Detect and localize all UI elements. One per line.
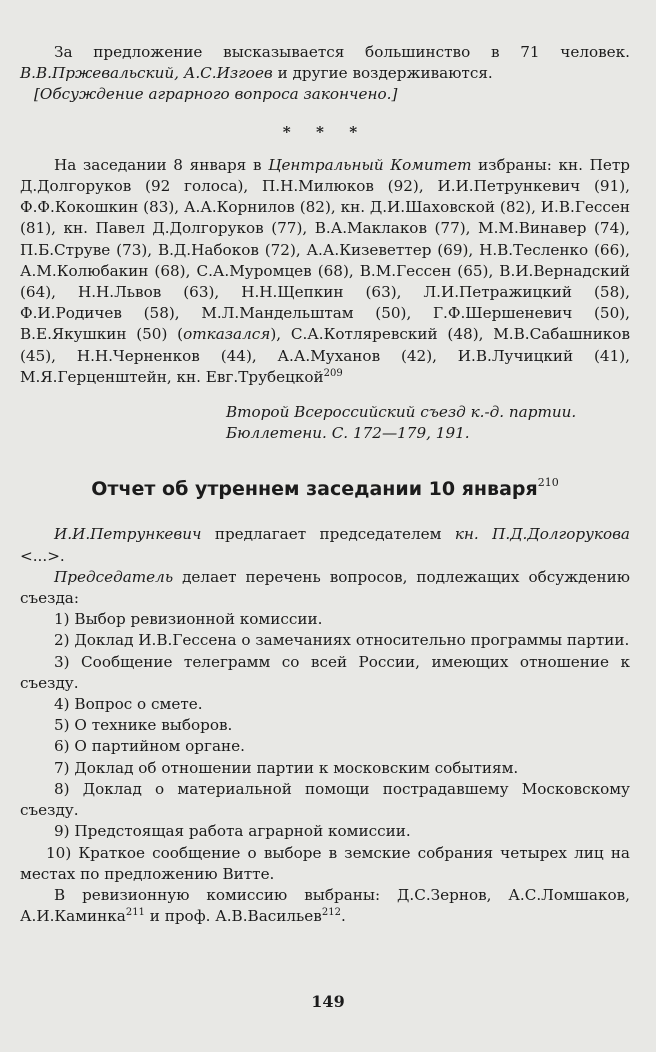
agenda-item: 5) О технике выборов. (54, 716, 233, 735)
audit-lead: В ревизионную комиссию выбраны: Д.С.Зернов, А.С.Ломшаков, А.И.Каминка (20, 885, 630, 926)
audit-commission (20, 885, 630, 927)
heading-text: Отчет об утреннем заседании 10 января (91, 478, 538, 501)
chair-text: делает перечень вопросов, подлежащих обсуждению съезда: (20, 567, 630, 608)
audit-mid: и проф. А.В.Васильев (144, 907, 322, 926)
chair-agenda-intro (20, 567, 630, 609)
vote-result-text: За предложение высказывается большинство в 71 человек. (54, 43, 630, 61)
discussion-closed: [Обсуждение аграрного вопроса закончено.] (34, 85, 398, 104)
main-text (20, 42, 630, 927)
source-line-2: Бюллетени. С. 172—179, 191. (226, 424, 470, 443)
section-heading (20, 476, 630, 502)
footnote-ref-210: 210 (537, 476, 559, 490)
footnote-ref-211: 211 (125, 907, 145, 919)
chair-label: Председатель (54, 567, 174, 586)
footnote-ref-209: 209 (323, 367, 343, 379)
abstain-tail: и другие воздерживаются. (272, 64, 493, 83)
elected-list-end: ), С.А.Котляревский (48), М.В.Сабашников (45), Н.Н.Черненков (44), А.А.Муханов (42), И.В.Лучицкий (41), М.Я.Герценштейн, кн. Евг.Трубецкой (20, 325, 630, 386)
vote-result (20, 42, 630, 84)
abstainers: В.В.Пржевальский, А.С.Изгоев (20, 64, 273, 83)
source-line-1: Второй Всероссийский съезд к.-д. партии. (226, 403, 577, 422)
footnote-ref-212: 212 (321, 907, 341, 919)
page-number: 149 (311, 992, 345, 1011)
agenda-item: 4) Вопрос о смете. (54, 695, 203, 714)
central-committee-term: Центральный Комитет (268, 155, 472, 174)
section-separator: * * * (282, 122, 368, 141)
agenda-item: 8) Доклад о материальной помощи пострадавшему Московскому съезду. (20, 779, 630, 820)
agenda-item: 3) Сообщение телеграмм со всей России, имеющих отношение к съезду. (20, 652, 630, 692)
proposal-text: предлагает председателем (201, 525, 455, 544)
ellipsis: <...>. (20, 546, 65, 565)
agenda-item: 10) Краткое сообщение о выборе в земские собрания четырех лиц на местах по предложению Витте. (20, 843, 630, 883)
agenda-item: 9) Предстоящая работа аграрной комиссии. (54, 822, 411, 841)
central-committee-election (20, 155, 630, 388)
agenda-item: 7) Доклад об отношении партии к московским событиям. (54, 758, 519, 777)
elected-list: избраны: кн. Петр Д.Долгоруков (92 голоса), П.Н.Милюков (92), И.И.Петрункевич (91), Ф.Ф.Кокошкин (83), А.А.Корнилов (82), кн. Д.И.Шаховской (82), И.В.Гессен (81), кн. Павел Д.Долгоруков (77), В.А.Маклаков (77), М.М.Винавер (74), П.Б.Струве (73), В.Д.Набоков (72), А.А.Кизеветтер (69), Н.В.Тесленко (66), А.М.Колюбакин (68), С.А.Муромцев (68), В.М.Гессен (65), В.И.Вернадский (64), Н.Н.Львов (63), Н.Н.Щепкин (63), Л.И.Петражицкий (58), Ф.И.Родичев (58), М.Л.Мандельштам (50), Г.Ф.Шершеневич (50), В.Е.Якушкин (50) ( (20, 155, 630, 344)
chair-proposal (20, 524, 630, 566)
audit-end: . (340, 907, 346, 926)
refused-note: отказался (183, 325, 271, 344)
proposer: И.И.Петрункевич (54, 525, 202, 544)
agenda-item: 1) Выбор ревизионной комиссии. (54, 610, 323, 629)
agenda-item: 2) Доклад И.В.Гессена о замечаниях относительно программы партии. (54, 631, 630, 650)
source-citation (20, 402, 630, 444)
agenda-item: 6) О партийном органе. (54, 737, 245, 756)
election-lead: На заседании 8 января в (54, 155, 269, 174)
candidate: кн. П.Д.Долгорукова (454, 525, 630, 544)
